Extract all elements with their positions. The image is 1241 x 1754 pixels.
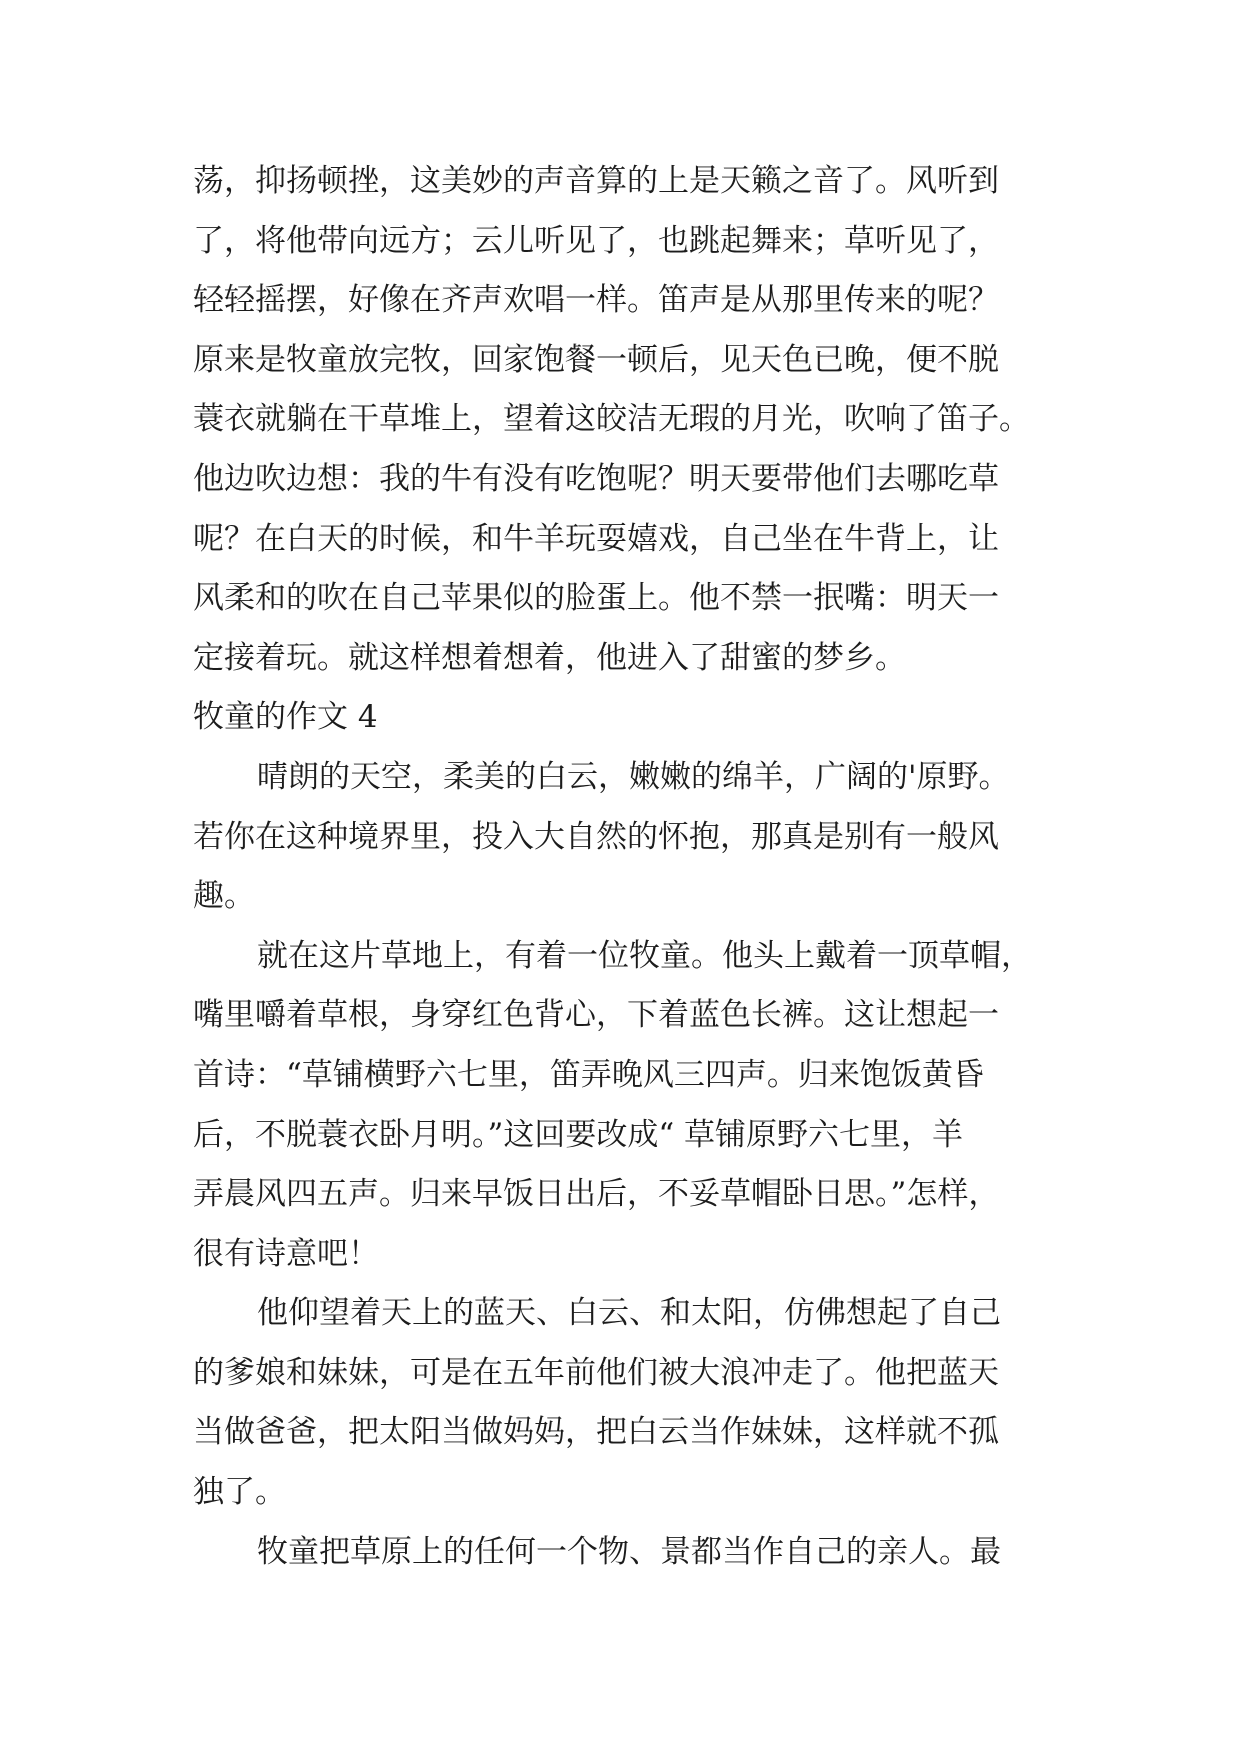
text-line: 很有诗意吧！ [193,1235,379,1272]
text-line: 的爹娘和妹妹，可是在五年前他们被大浪冲走了。他把蓝天 [193,1354,999,1391]
text-line: 原来是牧童放完牧，回家饱餐一顿后，见天色已晚，便不脱 [193,341,999,378]
text-line: 独了。 [193,1474,286,1511]
text-line: 荡，抑扬顿挫，这美妙的声音算的上是天籁之音了。风听到 [193,163,999,199]
section-heading: 牧童的作文 4 [193,699,378,736]
text-line: 若你在这种境界里，投入大自然的怀抱，那真是别有一般风 [193,818,999,855]
text-line: 了，将他带向远方；云儿听见了，也跳起舞来；草听见了， [193,222,999,259]
text-line: 晴朗的天空，柔美的白云，嫩嫩的绵羊，广阔的'原野。 [257,758,1010,795]
text-line: 牧童把草原上的任何一个物、景都当作自己的亲人。最 [257,1533,1001,1570]
text-line: 轻轻摇摆，好像在齐声欢唱一样。笛声是从那里传来的呢？ [193,282,999,319]
text-line: 后，不脱蓑衣卧月明。”这回要改成“ 草铺原野六七里，羊 [193,1116,964,1153]
text-line: 他边吹边想：我的牛有没有吃饱呢？明天要带他们去哪吃草 [193,460,999,497]
text-line: 趣。 [193,878,255,915]
text-line: 就在这片草地上，有着一位牧童。他头上戴着一顶草帽， [257,937,1032,974]
text-line: 蓑衣就躺在干草堆上，望着这皎洁无瑕的月光，吹响了笛子。 [193,401,1030,438]
text-line: 当做爸爸，把太阳当做妈妈，把白云当作妹妹，这样就不孤 [193,1414,999,1451]
text-line: 呢？在白天的时候，和牛羊玩耍嬉戏，自己坐在牛背上，让 [193,520,999,557]
document-body [193,152,1053,1582]
text-line: 弄晨风四五声。归来早饭日出后，不妥草帽卧日思。”怎样， [193,1176,1000,1213]
text-line: 首诗：“草铺横野六七里，笛弄晚风三四声。归来饱饭黄昏 [193,1056,984,1093]
text-line: 他仰望着天上的蓝天、白云、和太阳，仿佛想起了自己 [257,1295,1001,1332]
text-line: 嘴里嚼着草根，身穿红色背心，下着蓝色长裤。这让想起一 [193,997,999,1034]
text-line: 定接着玩。就这样想着想着，他进入了甜蜜的梦乡。 [193,639,906,676]
text-line: 风柔和的吹在自己苹果似的脸蛋上。他不禁一抿嘴：明天一 [193,580,999,617]
